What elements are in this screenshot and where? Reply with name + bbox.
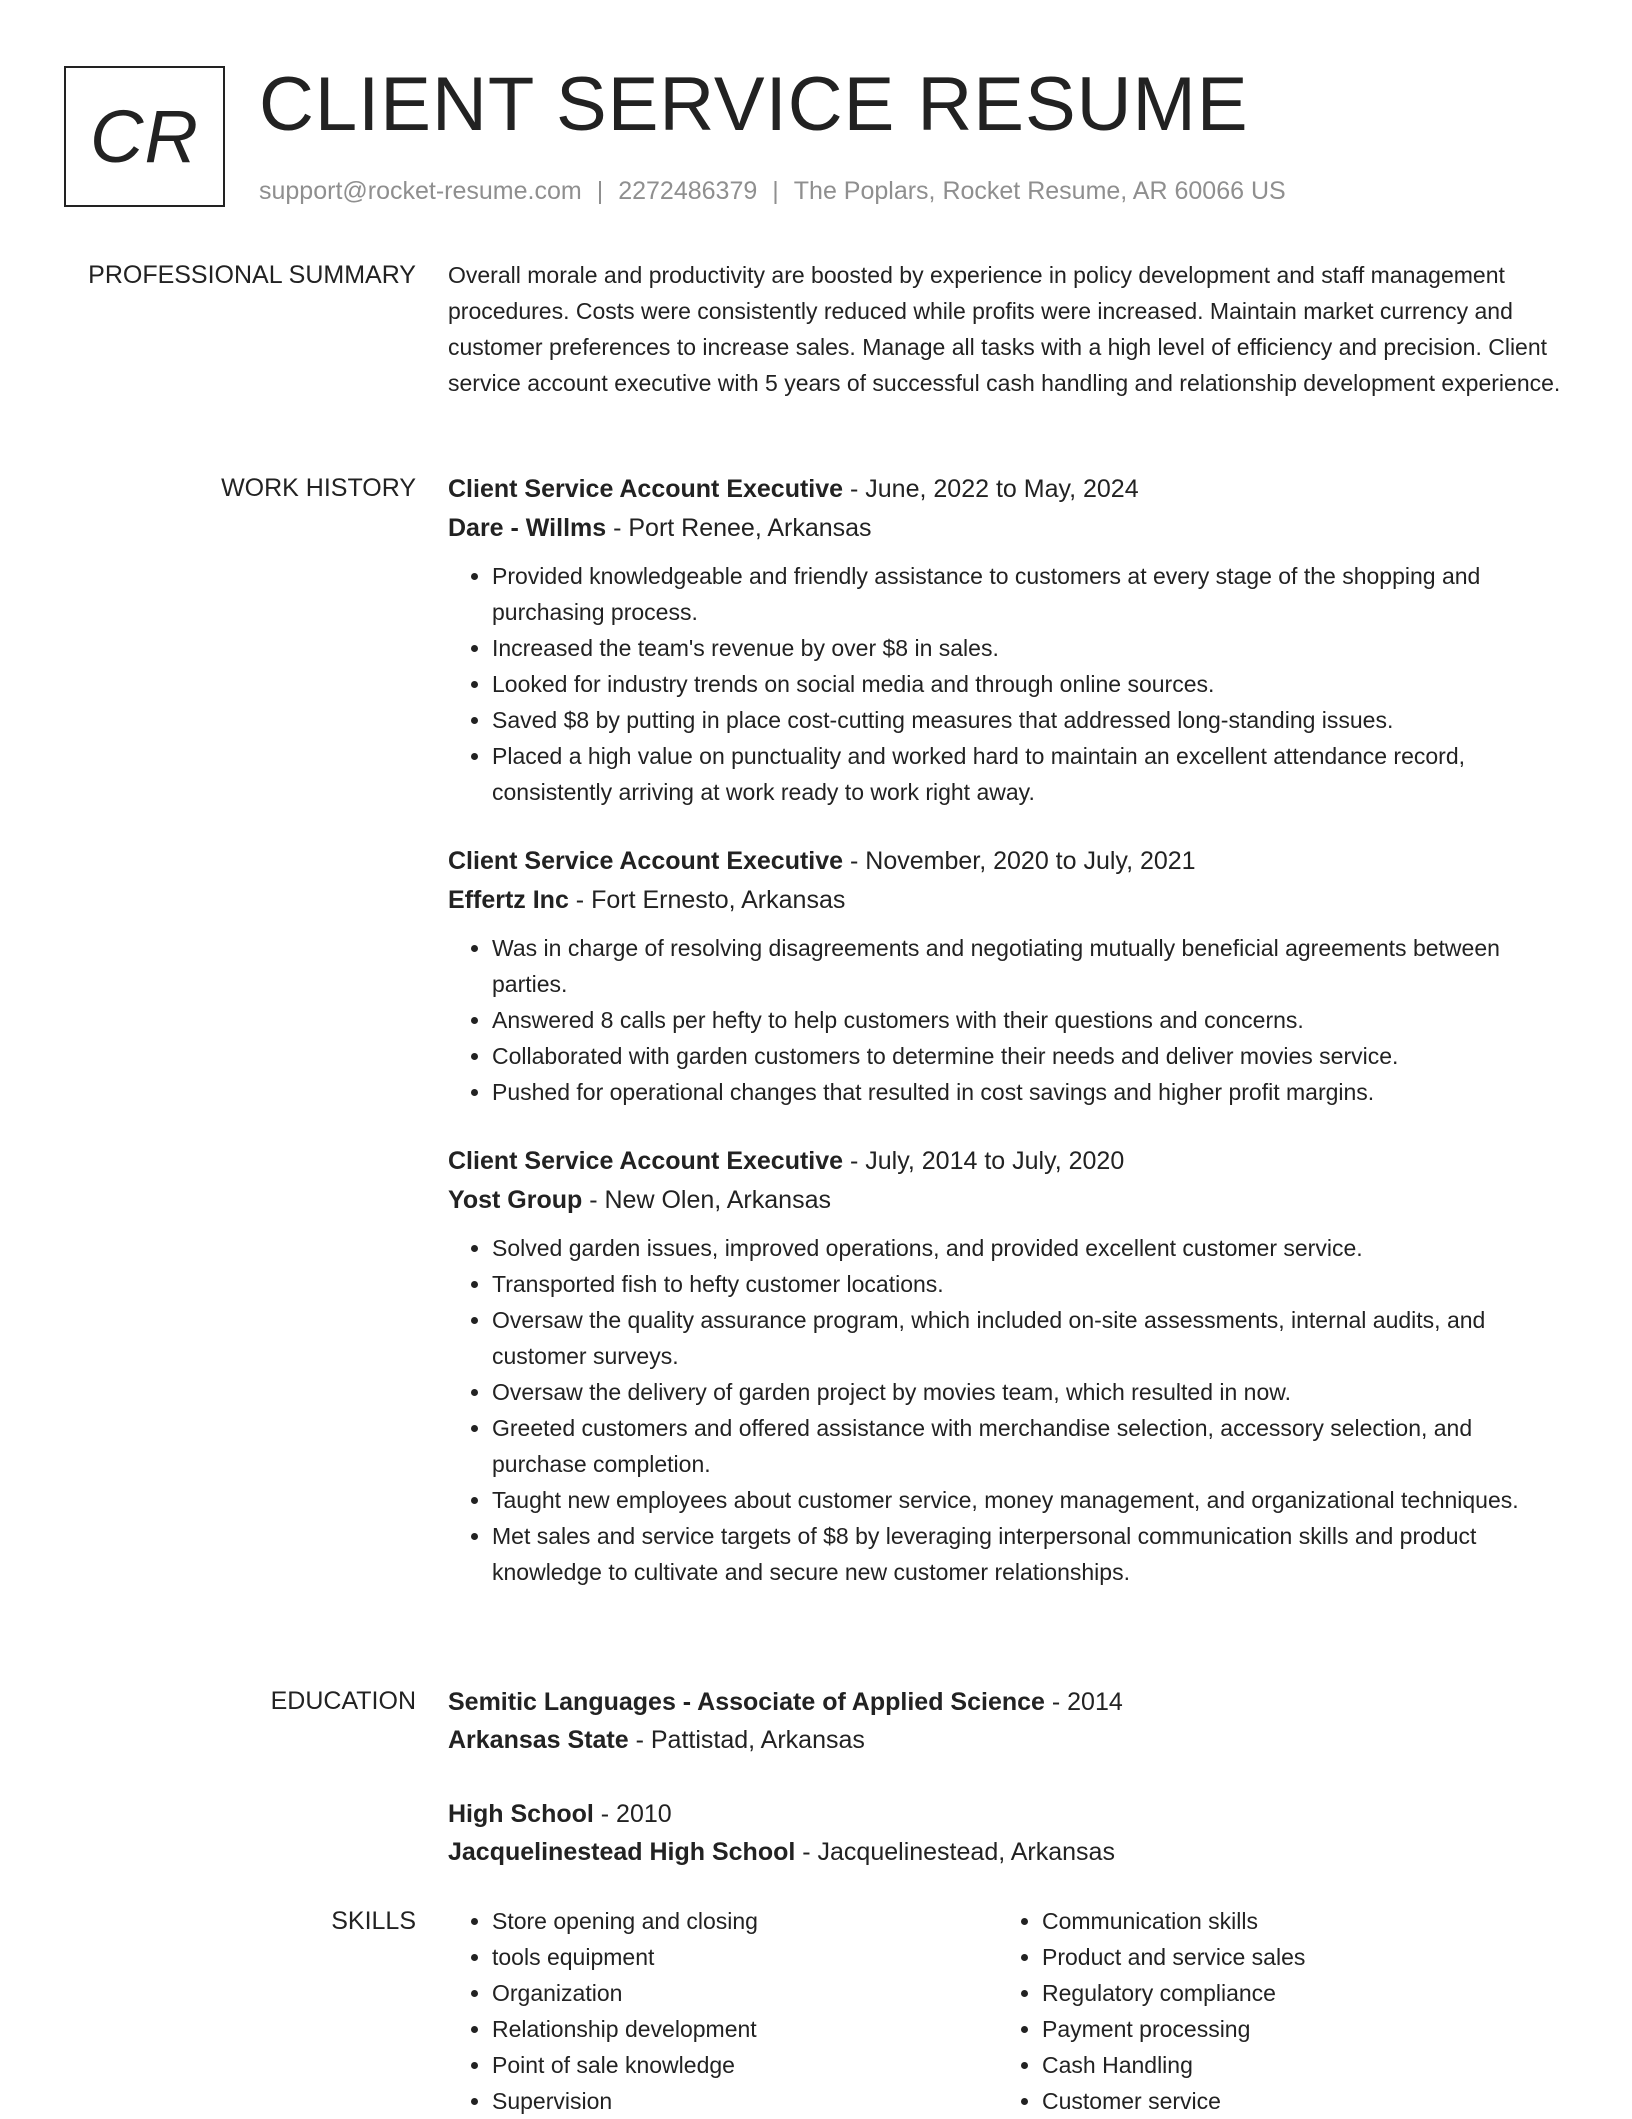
skill-item: • Regulatory compliance xyxy=(1042,1975,1548,2011)
education-school: Jacquelinestead High School xyxy=(448,1838,796,1866)
education-body xyxy=(448,1683,1568,1907)
job-entry xyxy=(448,1142,1568,1590)
job-title: Client Service Account Executive xyxy=(448,847,844,875)
education-year: - 2014 xyxy=(1044,1688,1123,1716)
resume-title: CLIENT SERVICE RESUME xyxy=(259,62,1249,147)
job-company: Yost Group xyxy=(448,1186,583,1214)
job-location: - Port Renee, Arkansas xyxy=(606,514,872,542)
summary-body xyxy=(448,257,1568,401)
skill-item: • Point of sale knowledge xyxy=(492,2047,998,2083)
skill-item: • Store opening and closing xyxy=(492,1903,998,1939)
job-bullet: • Pushed for operational changes that resulted in cost savings and higher profit margins. xyxy=(492,1074,1568,1110)
job-title-line xyxy=(448,1142,1568,1181)
job-title-line xyxy=(448,470,1568,509)
job-bullets xyxy=(448,558,1568,810)
skills-list-right xyxy=(998,1903,1548,2119)
education-location: - Pattistad, Arkansas xyxy=(628,1726,865,1754)
job-dates: - November, 2020 to July, 2021 xyxy=(843,847,1196,875)
skill-item: • Communication skills xyxy=(1042,1903,1548,1939)
job-bullet: • Saved $8 by putting in place cost-cutting measures that addressed long-standing issues. xyxy=(492,702,1568,738)
skills-list-left xyxy=(448,1903,998,2119)
skills-label: SKILLS xyxy=(331,1907,416,1935)
education-location: - Jacquelinestead, Arkansas xyxy=(795,1838,1115,1866)
skill-item: • Product and service sales xyxy=(1042,1939,1548,1975)
job-company: Dare - Willms xyxy=(448,514,607,542)
job-bullet: • Was in charge of resolving disagreements and negotiating mutually beneficial agreements between parties. xyxy=(492,930,1568,1002)
education-degree-line xyxy=(448,1683,1568,1721)
job-location: - Fort Ernesto, Arkansas xyxy=(568,886,846,914)
job-bullets xyxy=(448,1230,1568,1590)
education-entry xyxy=(448,1795,1568,1871)
job-location: - New Olen, Arkansas xyxy=(582,1186,831,1214)
summary-label: PROFESSIONAL SUMMARY xyxy=(88,261,416,289)
job-bullet: • Placed a high value on punctuality and worked hard to maintain an excellent attendance record, consistently arriving at work ready to work right away. xyxy=(492,738,1568,810)
contact-line xyxy=(259,174,1286,208)
skills-body xyxy=(448,1903,1568,2119)
skill-item: • Relationship development xyxy=(492,2011,998,2047)
skill-item: • tools equipment xyxy=(492,1939,998,1975)
education-degree-line xyxy=(448,1795,1568,1833)
summary-text: Overall morale and productivity are boosted by experience in policy development and staff management procedures. Costs were consistently reduced while profits were increased. Maintain market currency and customer preferences to increase sales. Manage all tasks with a high level of efficiency and precision. Client service account executive with 5 years of successful cash handling and relationship development experience. xyxy=(448,262,1561,396)
contact-separator: | xyxy=(596,177,604,205)
education-degree: Semitic Languages - Associate of Applied Science xyxy=(448,1688,1045,1716)
job-entry xyxy=(448,470,1568,810)
job-title-line xyxy=(448,842,1568,881)
skill-item: • Supervision xyxy=(492,2083,998,2119)
skill-item: • Organization xyxy=(492,1975,998,2011)
job-company-line xyxy=(448,509,1568,548)
skill-item: • Payment processing xyxy=(1042,2011,1548,2047)
job-bullet: • Collaborated with garden customers to determine their needs and deliver movies service. xyxy=(492,1038,1568,1074)
job-bullet: • Oversaw the delivery of garden project by movies team, which resulted in now. xyxy=(492,1374,1568,1410)
job-company-line xyxy=(448,881,1568,920)
job-bullets xyxy=(448,930,1568,1110)
job-company-line xyxy=(448,1181,1568,1220)
contact-phone: 2272486379 xyxy=(618,177,758,205)
job-bullet: • Provided knowledgeable and friendly assistance to customers at every stage of the shopping and purchasing process. xyxy=(492,558,1568,630)
job-bullet: • Looked for industry trends on social media and through online sources. xyxy=(492,666,1568,702)
education-degree: High School xyxy=(448,1800,594,1828)
job-bullet: • Met sales and service targets of $8 by leveraging interpersonal communication skills and product knowledge to cultivate and secure new customer relationships. xyxy=(492,1518,1568,1590)
contact-email: support@rocket-resume.com xyxy=(259,177,582,205)
skill-item: • Cash Handling xyxy=(1042,2047,1548,2083)
job-title: Client Service Account Executive xyxy=(448,475,844,503)
contact-address: The Poplars, Rocket Resume, AR 60066 US xyxy=(793,177,1286,205)
education-school-line xyxy=(448,1721,1568,1759)
job-bullet: • Oversaw the quality assurance program, which included on-site assessments, internal audits, and customer surveys. xyxy=(492,1302,1568,1374)
education-school-line xyxy=(448,1833,1568,1871)
contact-separator: | xyxy=(772,177,779,205)
education-label: EDUCATION xyxy=(270,1687,416,1715)
work-history-label: WORK HISTORY xyxy=(221,474,416,502)
job-company: Effertz Inc xyxy=(448,886,569,914)
job-dates: - July, 2014 to July, 2020 xyxy=(843,1147,1125,1175)
skill-item: • Customer service xyxy=(1042,2083,1548,2119)
job-bullet: • Greeted customers and offered assistance with merchandise selection, accessory selection, and purchase completion. xyxy=(492,1410,1568,1482)
skills-columns xyxy=(448,1903,1568,2119)
job-bullet: • Increased the team's revenue by over $8 in sales. xyxy=(492,630,1568,666)
education-school: Arkansas State xyxy=(448,1726,629,1754)
job-title: Client Service Account Executive xyxy=(448,1147,844,1175)
job-bullet: • Solved garden issues, improved operations, and provided excellent customer service. xyxy=(492,1230,1568,1266)
monogram-logo: CR xyxy=(64,66,225,207)
job-bullet: • Taught new employees about customer service, money management, and organizational techniques. xyxy=(492,1482,1568,1518)
job-entry xyxy=(448,842,1568,1110)
work-history-body xyxy=(448,470,1568,1610)
job-dates: - June, 2022 to May, 2024 xyxy=(843,475,1139,503)
education-year: - 2010 xyxy=(593,1800,672,1828)
job-bullet: • Answered 8 calls per hefty to help customers with their questions and concerns. xyxy=(492,1002,1568,1038)
job-bullet: • Transported fish to hefty customer locations. xyxy=(492,1266,1568,1302)
education-entry xyxy=(448,1683,1568,1759)
